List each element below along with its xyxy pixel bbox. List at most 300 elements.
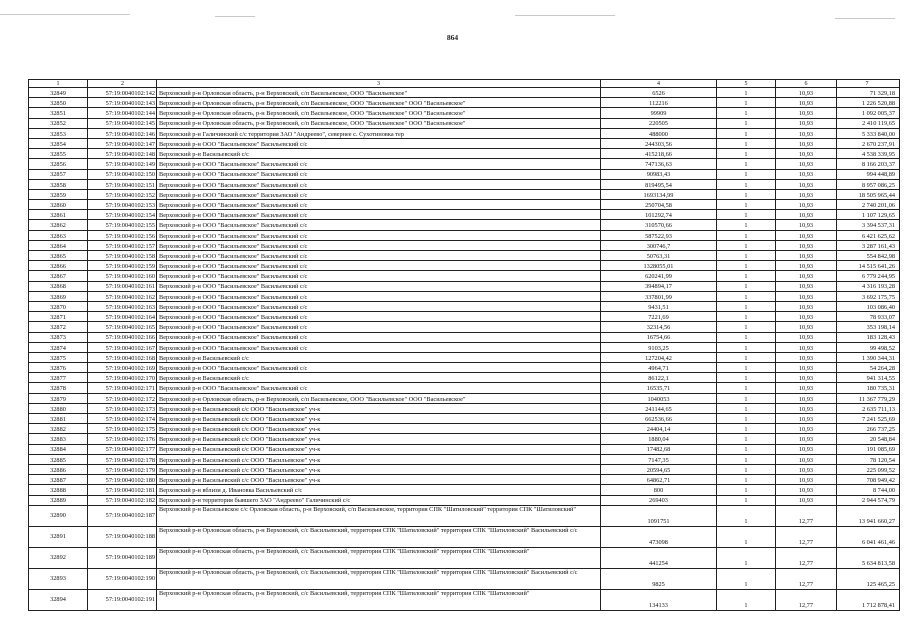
address-cell: Верховский р-н ООО "Васильевское" Васильевский с/с: [157, 363, 601, 373]
value-cell: 180 735,31: [837, 383, 900, 393]
cadastral-number: 57:19:0040102:171: [88, 383, 157, 393]
cadastral-number: 57:19:0040102:166: [88, 332, 157, 342]
table-row: [29, 301, 900, 311]
value-cell: 13 941 660,27: [837, 505, 900, 526]
table-row: [29, 149, 900, 159]
count-cell: 1: [717, 149, 776, 159]
address-cell: Верховский р-н Васильевский с/с ООО "Васильевское" уч-к: [157, 434, 601, 444]
address-cell: Верховский р-н ООО "Васильевское" Васильевский с/с: [157, 281, 601, 291]
address-cell: Верховский р-н Васильевский с/с ООО "Васильевское" уч-к: [157, 444, 601, 454]
address-cell: Верховский р-н ООО "Васильевское" Васильевский с/с: [157, 383, 601, 393]
value-cell: 1 390 344,31: [837, 352, 900, 362]
cadastral-number: 57:19:0040102:175: [88, 424, 157, 434]
address-cell: Верховский р-н ООО "Васильевское" Васильевский с/с: [157, 332, 601, 342]
cadastral-number: 57:19:0040102:173: [88, 403, 157, 413]
value-cell: 3 287 161,43: [837, 240, 900, 250]
rate-cell: 10,93: [776, 332, 837, 342]
value-cell: 2 635 711,13: [837, 403, 900, 413]
area-cell: 86122,1: [601, 373, 717, 383]
table-row: [29, 240, 900, 250]
table-row: [29, 475, 900, 485]
row-number: 32866: [29, 261, 88, 271]
row-number: 32892: [29, 547, 88, 568]
count-cell: 1: [717, 240, 776, 250]
table-row: [29, 424, 900, 434]
address-cell: Верховский р-н вблизи д. Ивановка Васильевский с/с: [157, 485, 601, 495]
row-number: 32856: [29, 159, 88, 169]
count-cell: 1: [717, 230, 776, 240]
rate-cell: 10,93: [776, 240, 837, 250]
address-cell: Верховский р-н ООО "Васильевское" Васильевский с/с: [157, 230, 601, 240]
cadastral-number: 57:19:0040102:148: [88, 149, 157, 159]
address-cell: Верховский р-н Васильевский с/с ООО "Васильевское" уч-к: [157, 475, 601, 485]
table-row: [29, 312, 900, 322]
row-number: 32884: [29, 444, 88, 454]
cadastral-number: 57:19:0040102:188: [88, 526, 157, 547]
value-cell: 11 367 779,29: [837, 393, 900, 403]
address-cell: Верховский р-н ООО "Васильевское" Васильевский с/с: [157, 291, 601, 301]
area-cell: 662536,66: [601, 414, 717, 424]
count-cell: 1: [717, 434, 776, 444]
table-row: [29, 261, 900, 271]
count-cell: 1: [717, 464, 776, 474]
address-cell: Верховский р-н Орловская область, р-н Верховский, с/п Васильевское, ООО "Васильевское" ООО "Васильевское": [157, 118, 601, 128]
address-cell: Верховский р-н Орловская область, р-н Верховский, с/с Васильевский, территория СПК "Шатиловский" территория СПК "Шатиловский": [157, 547, 601, 568]
cadastral-number: 57:19:0040102:142: [88, 88, 157, 98]
row-number: 32865: [29, 251, 88, 261]
row-number: 32887: [29, 475, 88, 485]
table-row: [29, 169, 900, 179]
area-cell: 24404,14: [601, 424, 717, 434]
cadastral-number: 57:19:0040102:161: [88, 281, 157, 291]
count-cell: 1: [717, 159, 776, 169]
cadastral-number: 57:19:0040102:151: [88, 179, 157, 189]
table-row: [29, 363, 900, 373]
rate-cell: 10,93: [776, 128, 837, 138]
value-cell: 191 085,69: [837, 444, 900, 454]
address-cell: Верховский р-н Орловская область, р-н Верховский, с/п Васильевское, ООО "Васильевское" ООО "Васильевское": [157, 98, 601, 108]
address-cell: Верховский р-н ООО "Васильевское" Васильевский с/с: [157, 220, 601, 230]
row-number: 32855: [29, 149, 88, 159]
rate-cell: 10,93: [776, 159, 837, 169]
table-row: [29, 434, 900, 444]
rate-cell: 12,77: [776, 547, 837, 568]
rate-cell: 10,93: [776, 179, 837, 189]
address-cell: Верховский р-н Орловская область, р-н Верховский, с/с Васильевский, территория СПК "Шатиловский" территория СПК "Шатиловский": [157, 589, 601, 610]
column-header: 2: [88, 80, 157, 88]
area-cell: 64862,71: [601, 475, 717, 485]
row-number: 32891: [29, 526, 88, 547]
row-number: 32850: [29, 98, 88, 108]
address-cell: Верховский р-н ООО "Васильевское" Васильевский с/с: [157, 240, 601, 250]
area-cell: 134133: [601, 589, 717, 610]
count-cell: 1: [717, 454, 776, 464]
row-number: 32874: [29, 342, 88, 352]
table-row: [29, 342, 900, 352]
area-cell: 241144,65: [601, 403, 717, 413]
rate-cell: 10,93: [776, 169, 837, 179]
count-cell: 1: [717, 108, 776, 118]
address-cell: Верховский р-н ООО "Васильевское" Васильевский с/с: [157, 138, 601, 148]
area-cell: 1091751: [601, 505, 717, 526]
rate-cell: 10,93: [776, 301, 837, 311]
area-cell: 473098: [601, 526, 717, 547]
table-row: [29, 464, 900, 474]
address-cell: Верховский р-н ООО "Васильевское" Васильевский с/с: [157, 210, 601, 220]
address-cell: Верховский р-н ООО "Васильевское" Васильевский с/с: [157, 251, 601, 261]
count-cell: 1: [717, 312, 776, 322]
count-cell: 1: [717, 332, 776, 342]
cadastral-number: 57:19:0040102:164: [88, 312, 157, 322]
cadastral-number: 57:19:0040102:149: [88, 159, 157, 169]
value-cell: 14 515 641,26: [837, 261, 900, 271]
cadastral-number: 57:19:0040102:154: [88, 210, 157, 220]
area-cell: 32314,56: [601, 322, 717, 332]
area-cell: 819495,54: [601, 179, 717, 189]
count-cell: 1: [717, 179, 776, 189]
rate-cell: 10,93: [776, 373, 837, 383]
scan-artifact-line: [0, 14, 130, 15]
rate-cell: 12,77: [776, 568, 837, 589]
row-number: 32877: [29, 373, 88, 383]
area-cell: 50763,31: [601, 251, 717, 261]
area-cell: 101292,74: [601, 210, 717, 220]
rate-cell: 10,93: [776, 88, 837, 98]
area-cell: 16535,71: [601, 383, 717, 393]
table-row: [29, 251, 900, 261]
cadastral-number: 57:19:0040102:178: [88, 454, 157, 464]
cadastral-number: 57:19:0040102:163: [88, 301, 157, 311]
address-cell: Верховский р-н Васильевское с/с Орловская область, р-н Верховский, с/п Васильевское, территория СПК "Шатиловский" территория СПК "Шатиловский": [157, 505, 601, 526]
table-row: [29, 108, 900, 118]
table-row: [29, 352, 900, 362]
rate-cell: 10,93: [776, 393, 837, 403]
cadastral-number: 57:19:0040102:162: [88, 291, 157, 301]
count-cell: 1: [717, 526, 776, 547]
area-cell: 7147,35: [601, 454, 717, 464]
rate-cell: 10,93: [776, 414, 837, 424]
table-row: [29, 220, 900, 230]
page-number: 864: [446, 33, 459, 42]
rate-cell: 10,93: [776, 464, 837, 474]
column-header: 6: [776, 80, 837, 88]
row-number: 32869: [29, 291, 88, 301]
area-cell: 220505: [601, 118, 717, 128]
table-row: [29, 454, 900, 464]
table-row: [29, 322, 900, 332]
value-cell: 1 226 520,88: [837, 98, 900, 108]
cadastral-number: 57:19:0040102:172: [88, 393, 157, 403]
count-cell: 1: [717, 589, 776, 610]
rate-cell: 12,77: [776, 589, 837, 610]
rate-cell: 10,93: [776, 291, 837, 301]
table-row: [29, 189, 900, 199]
cadastral-number: 57:19:0040102:145: [88, 118, 157, 128]
value-cell: 941 314,55: [837, 373, 900, 383]
count-cell: 1: [717, 414, 776, 424]
row-number: 32853: [29, 128, 88, 138]
row-number: 32886: [29, 464, 88, 474]
table-row: [29, 485, 900, 495]
rate-cell: 12,77: [776, 505, 837, 526]
rate-cell: 10,93: [776, 210, 837, 220]
value-cell: 103 086,40: [837, 301, 900, 311]
count-cell: 1: [717, 251, 776, 261]
value-cell: 3 692 175,75: [837, 291, 900, 301]
address-cell: Верховский р-н Васильевский с/с ООО "Васильевское" уч-к: [157, 424, 601, 434]
count-cell: 1: [717, 261, 776, 271]
value-cell: 54 264,28: [837, 363, 900, 373]
area-cell: 337801,99: [601, 291, 717, 301]
value-cell: 78 120,54: [837, 454, 900, 464]
value-cell: 8 744,00: [837, 485, 900, 495]
address-cell: Верховский р-н ООО "Васильевское" Васильевский с/с: [157, 189, 601, 199]
cadastral-number: 57:19:0040102:177: [88, 444, 157, 454]
value-cell: 1 712 878,41: [837, 589, 900, 610]
rate-cell: 10,93: [776, 200, 837, 210]
rate-cell: 10,93: [776, 220, 837, 230]
area-cell: 1880,04: [601, 434, 717, 444]
cadastral-number: 57:19:0040102:146: [88, 128, 157, 138]
rate-cell: 10,93: [776, 485, 837, 495]
table-row: [29, 159, 900, 169]
rate-cell: 10,93: [776, 281, 837, 291]
area-cell: 488000: [601, 128, 717, 138]
value-cell: 8 957 086,25: [837, 179, 900, 189]
area-cell: 250704,58: [601, 200, 717, 210]
area-cell: 112216: [601, 98, 717, 108]
row-number: 32862: [29, 220, 88, 230]
rate-cell: 10,93: [776, 189, 837, 199]
count-cell: 1: [717, 373, 776, 383]
row-number: 32863: [29, 230, 88, 240]
count-cell: 1: [717, 138, 776, 148]
row-number: 32878: [29, 383, 88, 393]
value-cell: 6 041 461,46: [837, 526, 900, 547]
table-row: [29, 589, 900, 610]
count-cell: 1: [717, 271, 776, 281]
rate-cell: 10,93: [776, 363, 837, 373]
count-cell: 1: [717, 322, 776, 332]
table-row: [29, 383, 900, 393]
row-number: 32888: [29, 485, 88, 495]
value-cell: 20 548,84: [837, 434, 900, 444]
value-cell: 2 670 237,91: [837, 138, 900, 148]
address-cell: Верховский р-н ООО "Васильевское" Васильевский с/с: [157, 301, 601, 311]
address-cell: Верховский р-н ООО "Васильевское" Васильевский с/с: [157, 169, 601, 179]
row-number: 32857: [29, 169, 88, 179]
cadastral-number: 57:19:0040102:156: [88, 230, 157, 240]
rate-cell: 10,93: [776, 230, 837, 240]
table-row: [29, 291, 900, 301]
table-row: [29, 393, 900, 403]
area-cell: 620241,99: [601, 271, 717, 281]
rate-cell: 10,93: [776, 261, 837, 271]
value-cell: 99 498,52: [837, 342, 900, 352]
area-cell: 16754,66: [601, 332, 717, 342]
address-cell: Верховский р-н Васильевский с/с: [157, 373, 601, 383]
address-cell: Верховский р-н ООО "Васильевское" Васильевский с/с: [157, 200, 601, 210]
table-row: [29, 281, 900, 291]
table-row: [29, 495, 900, 505]
table-row: [29, 88, 900, 98]
count-cell: 1: [717, 98, 776, 108]
area-cell: 1693134,99: [601, 189, 717, 199]
scan-artifact-line: [515, 15, 615, 16]
area-cell: 244303,56: [601, 138, 717, 148]
area-cell: 6526: [601, 88, 717, 98]
table-row: [29, 444, 900, 454]
count-cell: 1: [717, 210, 776, 220]
row-number: 32860: [29, 200, 88, 210]
cadastral-number: 57:19:0040102:190: [88, 568, 157, 589]
cadastral-number: 57:19:0040102:143: [88, 98, 157, 108]
column-header: 7: [837, 80, 900, 88]
table-header-row: [29, 80, 900, 88]
area-cell: 7221,69: [601, 312, 717, 322]
rate-cell: 10,93: [776, 454, 837, 464]
rate-cell: 10,93: [776, 108, 837, 118]
row-number: 32871: [29, 312, 88, 322]
table-row: [29, 526, 900, 547]
value-cell: 71 329,18: [837, 88, 900, 98]
row-number: 32868: [29, 281, 88, 291]
value-cell: 2 944 574,79: [837, 495, 900, 505]
value-cell: 5 333 840,00: [837, 128, 900, 138]
table-row: [29, 505, 900, 526]
rate-cell: 10,93: [776, 138, 837, 148]
cadastral-number: 57:19:0040102:182: [88, 495, 157, 505]
cadastral-number: 57:19:0040102:152: [88, 189, 157, 199]
count-cell: 1: [717, 281, 776, 291]
cadastral-number: 57:19:0040102:150: [88, 169, 157, 179]
rate-cell: 10,93: [776, 495, 837, 505]
area-cell: 415218,66: [601, 149, 717, 159]
rate-cell: 10,93: [776, 424, 837, 434]
cadastral-number: 57:19:0040102:144: [88, 108, 157, 118]
row-number: 32858: [29, 179, 88, 189]
area-cell: 90983,43: [601, 169, 717, 179]
cadastral-number: 57:19:0040102:179: [88, 464, 157, 474]
rate-cell: 10,93: [776, 475, 837, 485]
row-number: 32885: [29, 454, 88, 464]
address-cell: Верховский р-н Орловская область, р-н Верховский, с/с Васильевский, территория СПК "Шатиловский" территория СПК "Шатиловский" Васильевский с/с: [157, 568, 601, 589]
rate-cell: 10,93: [776, 149, 837, 159]
row-number: 32890: [29, 505, 88, 526]
table-row: [29, 118, 900, 128]
rate-cell: 10,93: [776, 271, 837, 281]
rate-cell: 10,93: [776, 342, 837, 352]
count-cell: 1: [717, 485, 776, 495]
cadastral-number: 57:19:0040102:176: [88, 434, 157, 444]
address-cell: Верховский р-н Васильевский с/с ООО "Васильевское" уч-к: [157, 403, 601, 413]
count-cell: 1: [717, 301, 776, 311]
area-cell: 9825: [601, 568, 717, 589]
count-cell: 1: [717, 505, 776, 526]
address-cell: Верховский р-н Орловская область, р-н Верховский, с/п Васильевское, ООО "Васильевское" ООО "Васильевское": [157, 108, 601, 118]
column-header: 4: [601, 80, 717, 88]
count-cell: 1: [717, 393, 776, 403]
table-row: [29, 138, 900, 148]
address-cell: Верховский р-н ООО "Васильевское" Васильевский с/с: [157, 342, 601, 352]
count-cell: 1: [717, 547, 776, 568]
cadastral-number: 57:19:0040102:159: [88, 261, 157, 271]
value-cell: 353 198,14: [837, 322, 900, 332]
table-row: [29, 128, 900, 138]
table-body: [29, 80, 900, 611]
table-row: [29, 98, 900, 108]
row-number: 32894: [29, 589, 88, 610]
row-number: 32882: [29, 424, 88, 434]
rate-cell: 10,93: [776, 118, 837, 128]
address-cell: Верховский р-н Орловская область, р-н Верховский, с/с Васильевский, территория СПК "Шатиловский" территория СПК "Шатиловский" Васильевский с/с: [157, 526, 601, 547]
cadastral-number: 57:19:0040102:174: [88, 414, 157, 424]
row-number: 32889: [29, 495, 88, 505]
count-cell: 1: [717, 403, 776, 413]
cadastral-number: 57:19:0040102:153: [88, 200, 157, 210]
row-number: 32872: [29, 322, 88, 332]
address-cell: Верховский р-н Васильевский с/с ООО "Васильевское" уч-к: [157, 414, 601, 424]
value-cell: 266 737,25: [837, 424, 900, 434]
row-number: 32893: [29, 568, 88, 589]
rate-cell: 10,93: [776, 312, 837, 322]
value-cell: 6 421 625,62: [837, 230, 900, 240]
row-number: 32880: [29, 403, 88, 413]
value-cell: 78 933,07: [837, 312, 900, 322]
address-cell: Верховский р-н Галичинский с/с территория ЗАО "Андреево", севернее с. Сухотиновка тер: [157, 128, 601, 138]
area-cell: 20594,65: [601, 464, 717, 474]
cadastral-number: 57:19:0040102:189: [88, 547, 157, 568]
cadastral-number: 57:19:0040102:180: [88, 475, 157, 485]
value-cell: 4 316 193,28: [837, 281, 900, 291]
area-cell: 99909: [601, 108, 717, 118]
value-cell: 8 166 203,37: [837, 159, 900, 169]
rate-cell: 10,93: [776, 403, 837, 413]
count-cell: 1: [717, 189, 776, 199]
address-cell: Верховский р-н ООО "Васильевское" Васильевский с/с: [157, 322, 601, 332]
cadastral-number: 57:19:0040102:169: [88, 363, 157, 373]
area-cell: 127204,42: [601, 352, 717, 362]
count-cell: 1: [717, 475, 776, 485]
cadastral-number: 57:19:0040102:191: [88, 589, 157, 610]
table-row: [29, 210, 900, 220]
address-cell: Верховский р-н ООО "Васильевское" Васильевский с/с: [157, 312, 601, 322]
area-cell: 269403: [601, 495, 717, 505]
rate-cell: 12,77: [776, 526, 837, 547]
value-cell: 125 465,25: [837, 568, 900, 589]
value-cell: 183 128,43: [837, 332, 900, 342]
value-cell: 7 241 525,69: [837, 414, 900, 424]
cadastral-number: 57:19:0040102:168: [88, 352, 157, 362]
row-number: 32851: [29, 108, 88, 118]
row-number: 32854: [29, 138, 88, 148]
cadastral-number: 57:19:0040102:155: [88, 220, 157, 230]
value-cell: 4 538 339,95: [837, 149, 900, 159]
value-cell: 18 505 965,44: [837, 189, 900, 199]
row-number: 32864: [29, 240, 88, 250]
count-cell: 1: [717, 118, 776, 128]
row-number: 32876: [29, 363, 88, 373]
scan-artifact-line: [215, 16, 255, 17]
column-header: 5: [717, 80, 776, 88]
cadastral-number: 57:19:0040102:160: [88, 271, 157, 281]
cadastral-number: 57:19:0040102:147: [88, 138, 157, 148]
count-cell: 1: [717, 200, 776, 210]
address-cell: Верховский р-н территория бывшего ЗАО "Андреево" Галичинский с/с: [157, 495, 601, 505]
address-cell: Верховский р-н ООО "Васильевское" Васильевский с/с: [157, 261, 601, 271]
area-cell: 394894,17: [601, 281, 717, 291]
row-number: 32883: [29, 434, 88, 444]
